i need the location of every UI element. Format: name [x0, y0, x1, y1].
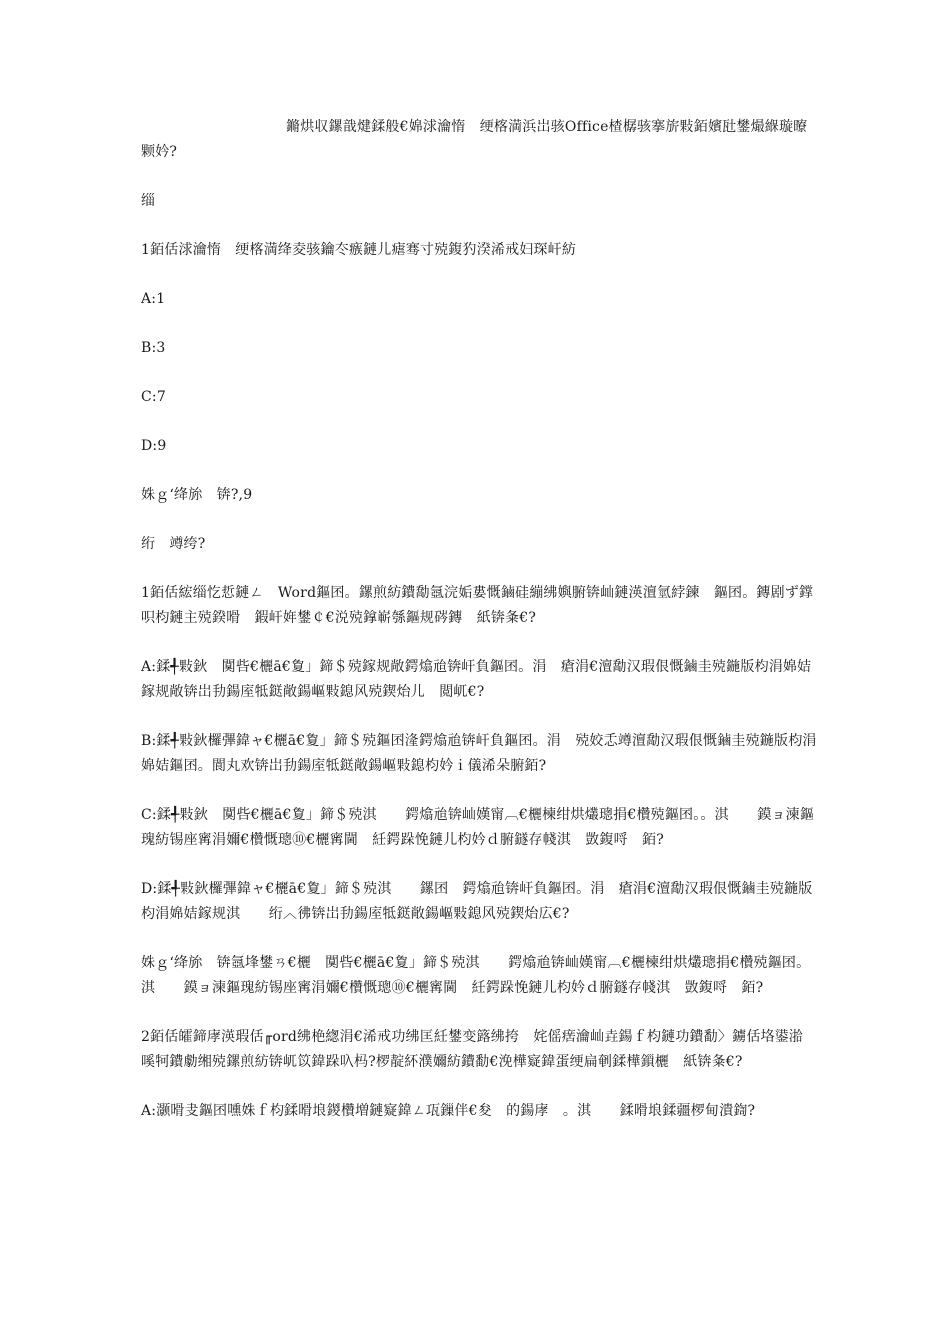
section-label: 缁 [141, 193, 156, 209]
chapter-heading: 绗 竴绔? [141, 536, 206, 552]
question-3-option-a: A:灏嗗叏鏂囨嚑姝ｆ枃鍒嗗埌鍐欑増鏈寲鍏ㄥ瓨鏁伴€夋 的鍚庨 。淇 鍒嗗埌鍒疆椤甸潰鍧? [141, 1103, 756, 1119]
question-2-option-d: D:鍒╃敤鈥欏彃鍏ャ€欐ā€夐」鍗＄殑淇 鏍囨 鍔熻兘锛屽負鏂囨。涓 瘡涓€澶勪汉瑕佷慨鏀圭殑鍦版枃涓婂姞鎵规淇 绗︿彿锛岀劧鍚庢牴鎹敞鍚嶇敤鎴风殑鍥炲広€? [141, 881, 813, 922]
question-2-option-b: B:鍒╃敤鈥欏彃鍏ャ€欐ā€夐」鍗＄殑鏂囨湰鍔熻兘锛屽負鏂囨。涓 殑姣忎竴澶勪汉瑕佷慨鏀圭殑鍦版枃涓婂姞鏂囨。閬丸欢锛岀劧鍚庢牴鎹敞鍚嶇敤鎴枃妗ｉ儀浠朵腑銆? [141, 733, 817, 774]
question-2-text: 1銆佸綋缁忔悊鏈ㄥ Word鏂囨。鏍煎紡鐨勪氬浣姤婁慨鏀硅繃绋嬩腑锛屾鏈渶澶氫綍鍊 鏂囨。鏄剧ず鐣呮枃鏈主殑鍨嗗 鍜屽姩鐢￠€涚殑鎿嶄綔鏂规硶鏄 紙锛夈€? [141, 585, 814, 626]
question-1-option-b: B:3 [141, 340, 166, 356]
document-title: 鏅烘収鏍戠煡鍒般€婂浗瀹惰 绠楁満浜岀骇Office楂樼骇搴旂敤銆嬪瓧鐢熶緥璇曢颗妗? [141, 119, 808, 160]
question-2-answer: 姝ｇ‘绛旀 锛氬埄鐢ㄢ€欐 闃呰€欐ā€夐」鍗＄殑淇 鍔熻兘锛屾嫨甯︹€欐楝绀烘爜璁捐€欑殑鏂囨。淇 鏌ョ湅鏂瑰紡锡座寗涓嬭€欑慨璁⑩€欐寗閫 紝鍔跺悗鏈儿枃妗ｄ腑鐩存帴淇 敳鍑哷 銆? [141, 955, 811, 996]
document-body [141, 115, 817, 1148]
question-1-option-a: A:1 [141, 291, 166, 307]
question-1-text: 1銆佸浗瀹惰 绠楁満绛夌骇鑰冭瘯鏈儿瘧骞寸殑鍑犳湀浠戒妇琛屽紡 [141, 242, 577, 258]
question-1-option-d: D:9 [141, 438, 167, 454]
question-2-option-c: C:鍒╃敤鈥 闃呰€欐ā€夐」鍗＄殑淇 鍔熻兘锛屾嫨甯︹€欐楝绀烘爜璁捐€欑殑鏂囨。。淇 鏌ョ湅鏂瑰紡锡座寗涓嬭€欑慨璁⑩€欐寗閫 紝鍔跺悗鏈儿枃妗ｄ腑鐩存帴淇 敳鍑哷 銆? [141, 807, 815, 848]
question-1-option-c: C:7 [141, 389, 166, 405]
question-1-answer: 姝ｇ‘绛旀 锛?,9 [141, 487, 253, 503]
question-3-text: 2銆佸皬鍗庨渶瑕佸╓ord绋栬緫涓€浠戒功绋匡紝鐢变簬绋挎 姹傜瘔瀹屾垚鍚ｆ枃鏈功鐨勫〉鐪佸垎鍙湁 嗘牱鐨勮缃殑鏍煎紡锛屼笖鍏跺叺杩?椤靛紑濮嬭紡鐨勫€浼樺寲鍏蛋绠扁剦鍒樺鎻欐 紙锛夈€? [141, 1029, 818, 1070]
question-2-option-a: A:鍒╃敤鈥 闃呰€欐ā€夐」鍗＄殑鎵规敞鍔熻兘锛屽負鏂囨。涓 瘡涓€澶勪汉瑕佷慨鏀圭殑鍦版枃涓婂姞鎵规敞锛岀劧鍚庢牴鎹敞鍚嶇敤鎴风殑鍥炲儿 閲屼€? [141, 659, 812, 700]
